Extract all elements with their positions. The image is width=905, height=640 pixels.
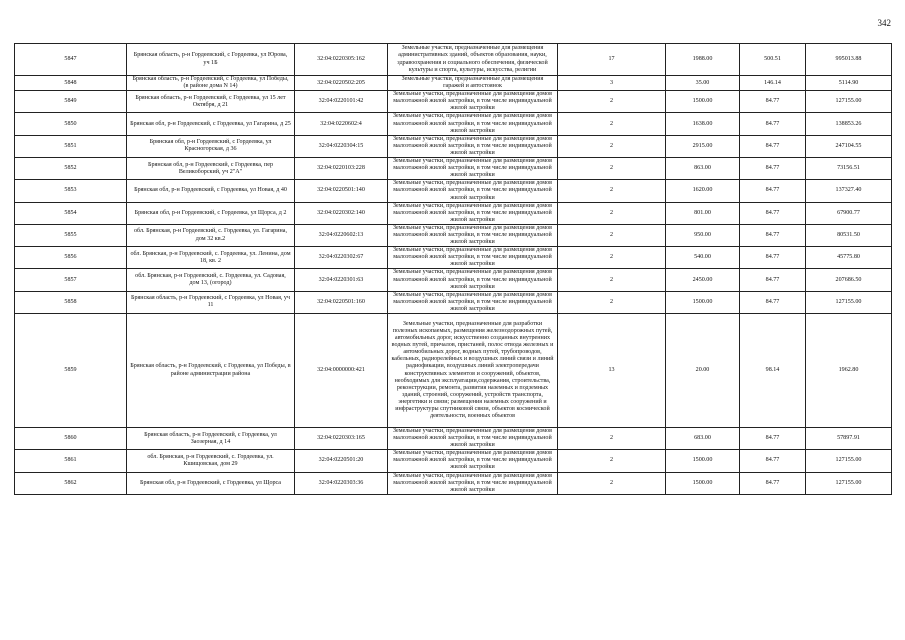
land-use-cell: Земельные участки, предназначенные для размещения гаражей и автостоянок (388, 76, 558, 91)
cadastral-number-cell: 32:04:0220501:20 (295, 450, 388, 472)
land-use-cell: Земельные участки, предназначенные для размещения домов малоэтажной жилой застройки, в том числе индивидуальной жилой застройки (388, 472, 558, 494)
group-cell: 2 (558, 91, 666, 113)
cadastral-value-cell: 5114.90 (806, 76, 892, 91)
area-cell: 801.00 (666, 202, 740, 224)
land-use-cell: Земельные участки, предназначенные для размещения домов малоэтажной жилой застройки, в том числе индивидуальной жилой застройки (388, 113, 558, 135)
cadastral-value-cell: 995013.88 (806, 44, 892, 76)
row-number: 5850 (15, 113, 127, 135)
row-number: 5861 (15, 450, 127, 472)
table-row (15, 44, 892, 76)
specific-value-cell: 146.14 (740, 76, 806, 91)
address-cell: Брянская область, р-н Гордеевский, с Гордеевка, ул Победы, (в районе дома N 14) (127, 76, 295, 91)
table-row (15, 135, 892, 157)
cadastral-value-cell: 57897.91 (806, 428, 892, 450)
page-number: 342 (877, 18, 891, 28)
cadastral-value-table (14, 43, 892, 495)
specific-value-cell: 84.77 (740, 428, 806, 450)
row-number: 5858 (15, 291, 127, 313)
area-cell: 1500.00 (666, 91, 740, 113)
table-row (15, 158, 892, 180)
area-cell: 950.00 (666, 224, 740, 246)
table-row (15, 450, 892, 472)
address-cell: Брянская обл, р-н Гордеевский, с Гордеевка, ул Гагарина, д 25 (127, 113, 295, 135)
cadastral-number-cell: 32:04:0220304:15 (295, 135, 388, 157)
cadastral-value-cell: 207686.50 (806, 269, 892, 291)
cadastral-number-cell: 32:04:0220501:160 (295, 291, 388, 313)
area-cell: 35.00 (666, 76, 740, 91)
land-use-cell: Земельные участки, предназначенные для размещения домов малоэтажной жилой застройки, в том числе индивидуальной жилой застройки (388, 224, 558, 246)
specific-value-cell: 84.77 (740, 247, 806, 269)
row-number: 5848 (15, 76, 127, 91)
row-number: 5847 (15, 44, 127, 76)
group-cell: 2 (558, 224, 666, 246)
row-number: 5857 (15, 269, 127, 291)
row-number: 5852 (15, 158, 127, 180)
table-row (15, 91, 892, 113)
table-row (15, 269, 892, 291)
area-cell: 1620.00 (666, 180, 740, 202)
address-cell: обл. Брянская, р-н Гордеевский, с. Гордеевка, ул. Кшищовская, дом 29 (127, 450, 295, 472)
cadastral-value-cell: 137327.40 (806, 180, 892, 202)
table-row (15, 314, 892, 428)
specific-value-cell: 84.77 (740, 113, 806, 135)
area-cell: 683.00 (666, 428, 740, 450)
group-cell: 2 (558, 247, 666, 269)
cadastral-value-cell: 1962.80 (806, 314, 892, 428)
group-cell: 13 (558, 314, 666, 428)
cadastral-number-cell: 32:04:0000000:421 (295, 314, 388, 428)
cadastral-number-cell: 32:04:0220302:140 (295, 202, 388, 224)
cadastral-value-cell: 127155.00 (806, 472, 892, 494)
cadastral-value-cell: 127155.00 (806, 91, 892, 113)
cadastral-number-cell: 32:04:0220305:162 (295, 44, 388, 76)
table-row (15, 472, 892, 494)
cadastral-number-cell: 32:04:0220103:228 (295, 158, 388, 180)
table-row (15, 428, 892, 450)
land-use-cell: Земельные участки, предназначенные для размещения домов малоэтажной жилой застройки, в том числе индивидуальной жилой застройки (388, 269, 558, 291)
specific-value-cell: 84.77 (740, 158, 806, 180)
row-number: 5849 (15, 91, 127, 113)
table-row (15, 202, 892, 224)
address-cell: обл. Брянская, р-н Гордеевский, с. Гордеевка, ул. Гагарина, дом 32 кв.2 (127, 224, 295, 246)
cadastral-value-cell: 45775.80 (806, 247, 892, 269)
specific-value-cell: 84.77 (740, 91, 806, 113)
land-use-cell: Земельные участки, предназначенные для размещения домов малоэтажной жилой застройки, в том числе индивидуальной жилой застройки (388, 428, 558, 450)
cadastral-number-cell: 32:04:0220101:42 (295, 91, 388, 113)
address-cell: обл. Брянская, р-н Гордеевский, с. Гордеевка, ул. Садовая, дом 13, (огород) (127, 269, 295, 291)
group-cell: 2 (558, 269, 666, 291)
group-cell: 2 (558, 472, 666, 494)
specific-value-cell: 84.77 (740, 202, 806, 224)
cadastral-value-cell: 138853.26 (806, 113, 892, 135)
specific-value-cell: 84.77 (740, 180, 806, 202)
cadastral-number-cell: 32:04:0220301:63 (295, 269, 388, 291)
area-cell: 1638.00 (666, 113, 740, 135)
area-cell: 2915.00 (666, 135, 740, 157)
land-use-cell: Земельные участки, предназначенные для размещения административных зданий, объектов образования, науки, здравоохранения и социального обеспечения, физической культуры и спорта, культуры, искусства, религии (388, 44, 558, 76)
land-use-cell: Земельные участки, предназначенные для размещения домов малоэтажной жилой застройки, в том числе индивидуальной жилой застройки (388, 180, 558, 202)
row-number: 5855 (15, 224, 127, 246)
area-cell: 20.00 (666, 314, 740, 428)
land-use-cell: Земельные участки, предназначенные для размещения домов малоэтажной жилой застройки, в том числе индивидуальной жилой застройки (388, 291, 558, 313)
specific-value-cell: 98.14 (740, 314, 806, 428)
specific-value-cell: 84.77 (740, 291, 806, 313)
group-cell: 2 (558, 158, 666, 180)
cadastral-number-cell: 32:04:0220501:140 (295, 180, 388, 202)
area-cell: 1500.00 (666, 291, 740, 313)
group-cell: 2 (558, 450, 666, 472)
address-cell: Брянская область, р-н Гордеевский, с Гордеевка, ул Юрова, уч 1Б (127, 44, 295, 76)
group-cell: 2 (558, 202, 666, 224)
land-use-cell: Земельные участки, предназначенные для размещения домов малоэтажной жилой застройки, в том числе индивидуальной жилой застройки (388, 135, 558, 157)
address-cell: Брянская область, р-н Гордеевский, с Гордеевка, ул Заозерная, д 14 (127, 428, 295, 450)
address-cell: Брянская область, р-н Гордеевский, с Гордеевка, ул Новая, уч 11 (127, 291, 295, 313)
address-cell: обл. Брянская, р-н Гордеевский, с. Гордеевка, ул. Ленина, дом 18, кв. 2 (127, 247, 295, 269)
row-number: 5854 (15, 202, 127, 224)
address-cell: Брянская область, р-н Гордеевский, с Гордеевка, ул 15 лет Октября, д 21 (127, 91, 295, 113)
land-use-cell: Земельные участки, предназначенные для размещения домов малоэтажной жилой застройки, в том числе индивидуальной жилой застройки (388, 158, 558, 180)
cadastral-value-cell: 127155.00 (806, 291, 892, 313)
specific-value-cell: 84.77 (740, 135, 806, 157)
address-cell: Брянская обл, р-н Гордеевский, с Гордеевка, ул Новая, д 40 (127, 180, 295, 202)
cadastral-number-cell: 32:04:0220303:36 (295, 472, 388, 494)
group-cell: 2 (558, 135, 666, 157)
area-cell: 863.00 (666, 158, 740, 180)
area-cell: 1500.00 (666, 472, 740, 494)
row-number: 5853 (15, 180, 127, 202)
cadastral-number-cell: 32:04:0220602:4 (295, 113, 388, 135)
row-number: 5851 (15, 135, 127, 157)
specific-value-cell: 84.77 (740, 224, 806, 246)
row-number: 5856 (15, 247, 127, 269)
cadastral-number-cell: 32:04:0220602:13 (295, 224, 388, 246)
address-cell: Брянская область, р-н Гордеевский, с Гордеевка, ул Победы, в районе администрации района (127, 314, 295, 428)
table-row (15, 113, 892, 135)
address-cell: Брянская обл, р-н Гордеевский, с Гордеевка, пер Великоборский, уч 2"А" (127, 158, 295, 180)
land-use-cell: Земельные участки, предназначенные для размещения домов малоэтажной жилой застройки, в том числе индивидуальной жилой застройки (388, 450, 558, 472)
area-cell: 540.00 (666, 247, 740, 269)
table-row (15, 291, 892, 313)
land-use-cell: Земельные участки, предназначенные для размещения домов малоэтажной жилой застройки, в том числе индивидуальной жилой застройки (388, 91, 558, 113)
group-cell: 2 (558, 428, 666, 450)
row-number: 5862 (15, 472, 127, 494)
group-cell: 17 (558, 44, 666, 76)
cadastral-value-cell: 247104.55 (806, 135, 892, 157)
table-row (15, 76, 892, 91)
address-cell: Брянская обл, р-н Гордеевский, с Гордеевка, ул Щорса, д 2 (127, 202, 295, 224)
table-row (15, 247, 892, 269)
area-cell: 2450.00 (666, 269, 740, 291)
land-use-cell: Земельные участки, предназначенные для размещения домов малоэтажной жилой застройки, в том числе индивидуальной жилой застройки (388, 247, 558, 269)
row-number: 5860 (15, 428, 127, 450)
group-cell: 2 (558, 180, 666, 202)
cadastral-number-cell: 32:04:0220303:165 (295, 428, 388, 450)
cadastral-value-cell: 80531.50 (806, 224, 892, 246)
specific-value-cell: 84.77 (740, 269, 806, 291)
cadastral-number-cell: 32:04:0220302:67 (295, 247, 388, 269)
group-cell: 2 (558, 291, 666, 313)
group-cell: 2 (558, 113, 666, 135)
specific-value-cell: 84.77 (740, 450, 806, 472)
land-use-cell: Земельные участки, предназначенные для размещения домов малоэтажной жилой застройки, в том числе индивидуальной жилой застройки (388, 202, 558, 224)
address-cell: Брянская обл, р-н Гордеевский, с Гордеевка, ул Щорса (127, 472, 295, 494)
address-cell: Брянская обл, р-н Гордеевский, с Гордеевка, ул Красногорская, д 36 (127, 135, 295, 157)
group-cell: 3 (558, 76, 666, 91)
land-use-cell: Земельные участки, предназначенные для разработки полезных ископаемых, размещения железнодорожных путей, автомобильных дорог, искусственно созданных внутренних водных путей, причалов, пристаней, полос отвода железных и автомобильных дорог, водных путей, трубопроводов, кабельных, радиорелейных и воздушных линий связи и линий радиофикации, воздушных линий электропередачи конструктивных элементов и сооружений, объектов, необходимых для эксплуатации,содержания, строительства, реконструкции, ремонта, развития наземных и подземных зданий, строений, сооружений, устройств транспорта, энергетики и связи; размещения наземных сооружений и инфраструктуры спутниковой связи, объектов космической деятельности, военных объектов (388, 314, 558, 428)
specific-value-cell: 84.77 (740, 472, 806, 494)
area-cell: 1500.00 (666, 450, 740, 472)
cadastral-value-cell: 67900.77 (806, 202, 892, 224)
row-number: 5859 (15, 314, 127, 428)
specific-value-cell: 500.51 (740, 44, 806, 76)
cadastral-value-cell: 73156.51 (806, 158, 892, 180)
table-row (15, 224, 892, 246)
area-cell: 1988.00 (666, 44, 740, 76)
cadastral-value-cell: 127155.00 (806, 450, 892, 472)
cadastral-number-cell: 32:04:0220502:205 (295, 76, 388, 91)
table-row (15, 180, 892, 202)
